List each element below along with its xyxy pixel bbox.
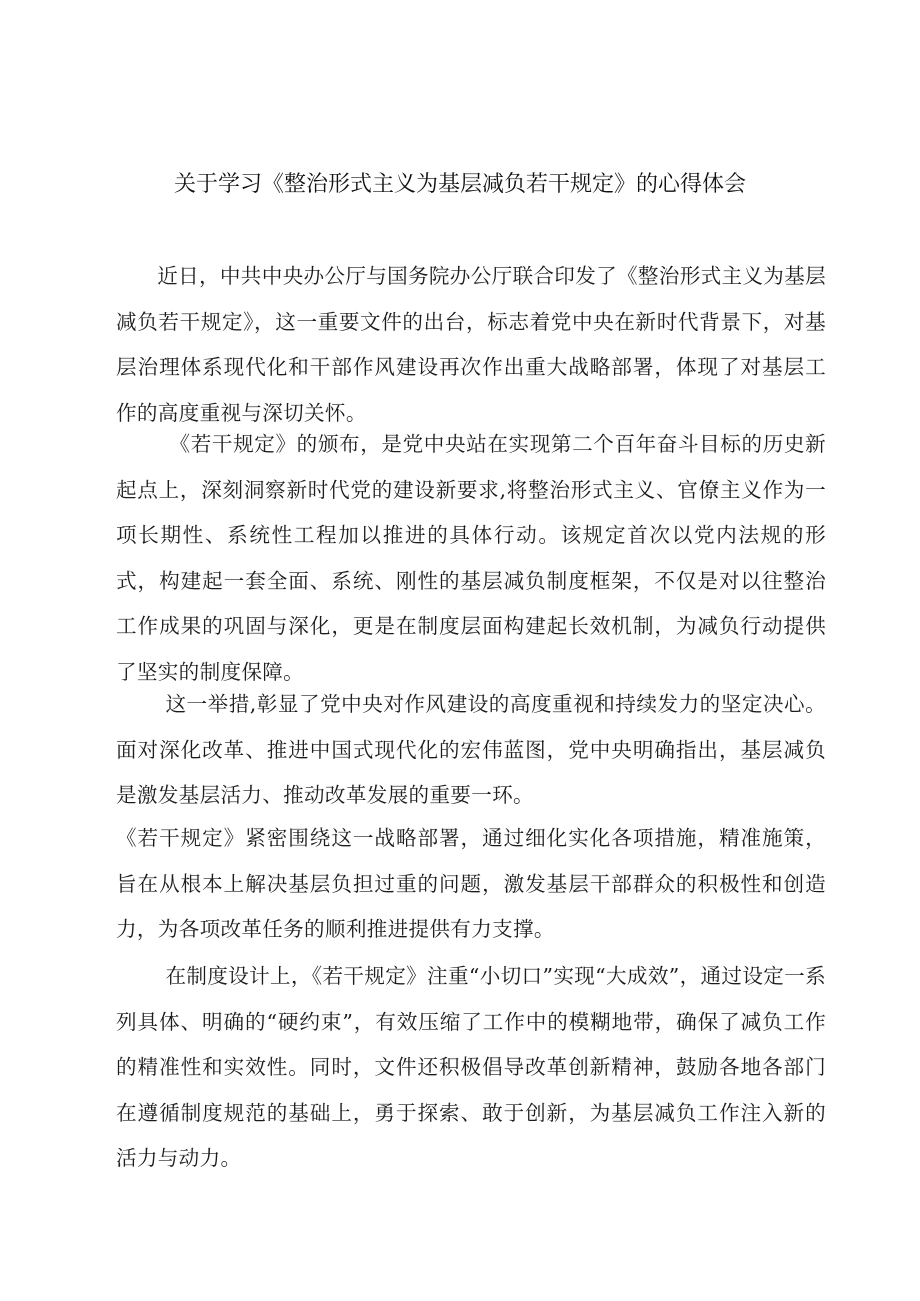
document-title: 关于学习《整治形式主义为基层减负若干规定》的心得体会	[173, 172, 746, 197]
paragraph-3: 这一举措,彰显了党中央对作风建设的高度重视和持续发力的坚定决心。面对深化改革、推进中国式现代化的宏伟蓝图，党中央明确指出，基层减负是激发基层活力、推动改革发展的重要一环。	[116, 692, 826, 808]
paragraph-1: 近日，中共中央办公厅与国务院办公厅联合印发了《整治形式主义为基层减负若干规定》，这一重要文件的出台，标志着党中央在新时代背景下，对基层治理体系现代化和干部作风建设再次作出重大战略部署，体现了对基层工作的高度重视与深切关怀。	[116, 264, 826, 425]
paragraph-5: 在制度设计上，《若干规定》注重“小切口”实现“大成效”，通过设定一系列具体、明确的“硬约束”，有效压缩了工作中的模糊地带，确保了减负工作的精准性和实效性。同时，文件还积极倡导改革创新精神，鼓励各地各部门在遵循制度规范的基础上，勇于探索、敢于创新，为基层减负工作注入新的活力与动力。	[116, 964, 826, 1171]
paragraph-2: 《若干规定》的颁布，是党中央站在实现第二个百年奋斗目标的历史新起点上，深刻洞察新时代党的建设新要求,将整治形式主义、官僚主义作为一项长期性、系统性工程加以推进的具体行动。该规定首次以党内法规的形式，构建起一套全面、系统、刚性的基层减负制度框架，不仅是对以往整治工作成果的巩固与深化，更是在制度层面构建起长效机制，为减负行动提供了坚实的制度保障。	[116, 432, 826, 684]
paragraph-4: 《若干规定》紧密围绕这一战略部署，通过细化实化各项措施，精准施策，旨在从根本上解决基层负担过重的问题，激发基层干部群众的积极性和创造力，为各项改革任务的顺利推进提供有力支撑。	[116, 826, 826, 942]
